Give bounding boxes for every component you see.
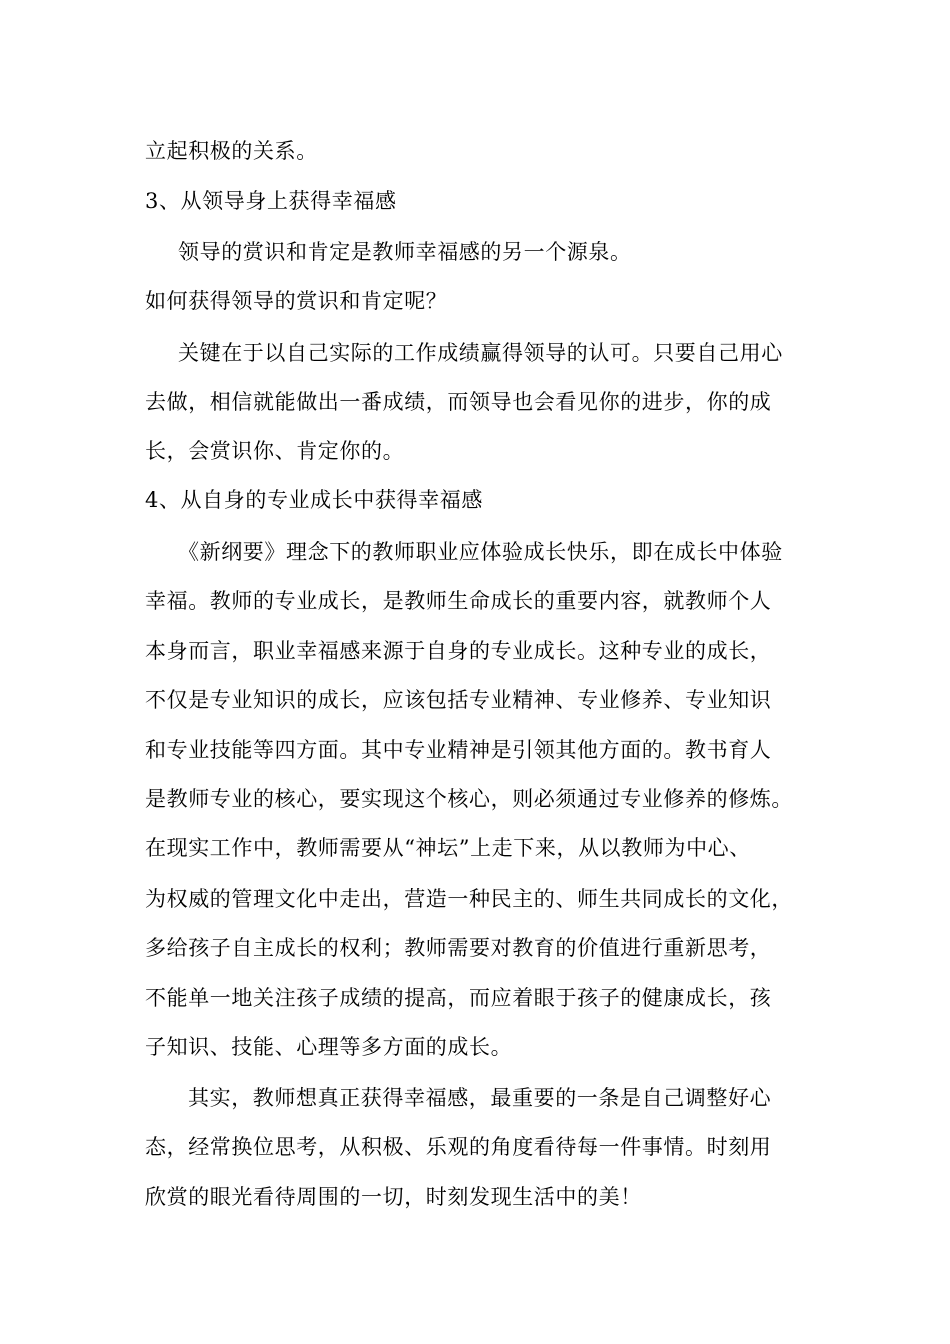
text-line: 领导的赏识和肯定是教师幸福感的另一个源泉。 bbox=[178, 240, 632, 264]
text-line: 态，经常换位思考，从积极、乐观的角度看待每一件事情。时刻用 bbox=[145, 1135, 772, 1159]
text-line: 欣赏的眼光看待周围的一切，时刻发现生活中的美！ bbox=[145, 1185, 642, 1209]
text-line: 不仅是专业知识的成长，应该包括专业精神、专业修养、专业知识 bbox=[145, 688, 772, 712]
text-line: 幸福。教师的专业成长，是教师生命成长的重要内容，就教师个人 bbox=[145, 589, 772, 613]
text-line: 不能单一地关注孩子成绩的提高，而应着眼于孩子的健康成长，孩 bbox=[145, 986, 772, 1010]
text-line: 为权威的管理文化中走出，营造一种民主的、师生共同成长的文化， bbox=[145, 887, 793, 911]
text-line: 多给孩子自主成长的权利；教师需要对教育的价值进行重新思考， bbox=[145, 936, 772, 960]
text-line: 关键在于以自己实际的工作成绩赢得领导的认可。只要自己用心 bbox=[178, 341, 783, 365]
text-line: 立起积极的关系。 bbox=[145, 139, 318, 163]
section-heading-4: 4、从自身的专业成长中获得幸福感 bbox=[145, 488, 483, 512]
text-line: 其实，教师想真正获得幸福感，最重要的一条是自己调整好心 bbox=[188, 1086, 772, 1110]
text-line: 是教师专业的核心，要实现这个核心，则必须通过专业修养的修炼。 bbox=[145, 787, 793, 811]
text-line: 去做，相信就能做出一番成绩，而领导也会看见你的进步，你的成 bbox=[145, 390, 772, 414]
text-line: 子知识、技能、心理等多方面的成长。 bbox=[145, 1035, 513, 1059]
text-line: 在现实工作中，教师需要从“神坛”上走下来，从以教师为中心、 bbox=[145, 836, 751, 860]
text-line: 《新纲要》理念下的教师职业应体验成长快乐，即在成长中体验 bbox=[178, 540, 783, 564]
section-heading-3: 3、从领导身上获得幸福感 bbox=[145, 189, 397, 213]
text-line: 如何获得领导的赏识和肯定呢？ bbox=[145, 289, 448, 313]
text-line: 和专业技能等四方面。其中专业精神是引领其他方面的。教书育人 bbox=[145, 738, 772, 762]
text-line: 本身而言，职业幸福感来源于自身的专业成长。这种专业的成长， bbox=[145, 639, 772, 663]
text-line: 长，会赏识你、肯定你的。 bbox=[145, 439, 405, 463]
